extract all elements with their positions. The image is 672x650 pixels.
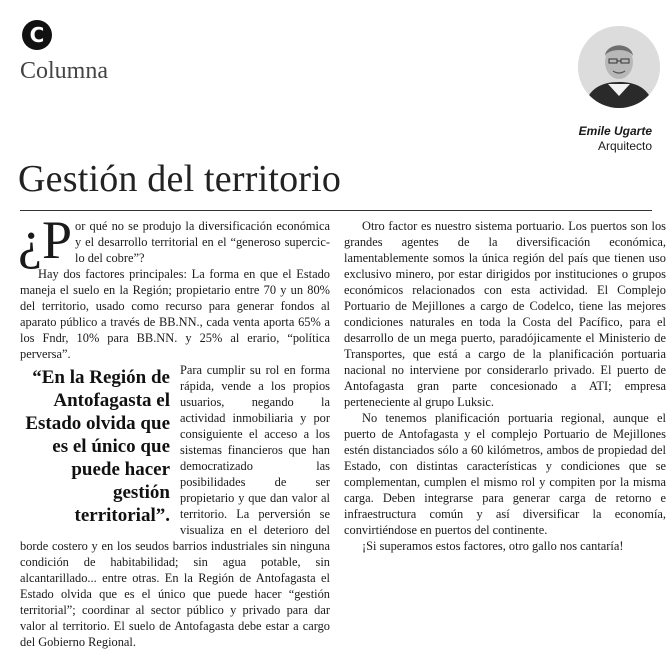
column-badge: C: [22, 20, 52, 50]
title-divider: [20, 210, 652, 211]
author-name: Emile Ugarte: [578, 124, 652, 138]
portrait-icon: [578, 26, 660, 108]
paragraph-4: ¡Si superamos estos factores, otro gallo nos cantaría!: [362, 539, 624, 553]
author-role: Arquitecto: [597, 139, 652, 153]
pull-quote: “En la Región de Antofagasta el Estado olvida que es el único que puede hacer gestión territorial”.: [25, 367, 170, 526]
paragraph-1-continued: Para cumplir su rol en forma rápida, vende a los propios usuarios, negando la actividad inmobiliaria y por consiguiente el acceso a los sistemas financieros que han democratizado las posibilidades de ser propietario y que dan valor al territorio. La perversión se visualiza en el deterioro del borde costero y en los seudos barrios industriales sin ninguna condición de habitabilidad; sin agua potable, sin alcantarillado... entre otras. En la Región de Antofagasta el Estado olvida que es el único que puede hacer “gestión territorial”; coordinar al sector público y privado para dar valor al territorio. El suelo de Antofagasta debe estar a cargo del Gobierno Regional.: [20, 363, 330, 649]
article-title: Gestión del territorio: [18, 158, 342, 200]
paragraph-1: Hay dos factores principales: La forma en que el Estado maneja el suelo en la Región; propietario entre 70 y un 80% del territorio, usado como recurso para generar fondos al aparato público a través de BB.NN., cada venta aporta 65% a los Fndr, 10% para BB.NN. y 25% al erario, “política perversa”.: [20, 267, 330, 361]
paragraph-2: Otro factor es nuestro sistema portuario. Los puertos son los grandes agentes de la diversificación económica, lamentablemente somos la única región del país que tienen uso exclusivo minero, por estar dirigidos por instituciones o grupos económicos relacionados con esta actividad. El Complejo Portuario de Mejillones a cargo de Codelco, tiene las mejores condiciones naturales en toda la Costa del Pacífico, para el desarrollo de un mega puerto, paradójicamente el Ministerio de Transportes, que está a cargo de la planificación portuaria nacional no interviene por considerarlo privado. El puerto de Antofagasta gran parte concesionado a ATI; empresa perteneciente al grupo Luksic.: [344, 219, 666, 409]
author-avatar: [578, 26, 660, 108]
paragraph-3: No tenemos planificación portuaria regional, aunque el puerto de Antofagasta y el complejo Portuario de Mejillones estén distanciados sólo a 60 kilómetros, ambos de propiedad del Estado, con distintas características y condiciones que se complementan, cumplen el mismo rol y compiten por la misma carga. Deben integrarse para generar carga de retorno e infraestructura común y así diversificar la economía, convirtiéndose en puertos del continente.: [344, 411, 666, 537]
author-block: [579, 124, 652, 154]
section-label: Columna: [20, 58, 108, 84]
article-lead: [18, 210, 330, 270]
article-column-right: [344, 218, 666, 554]
lead-text: or qué no se produjo la diversificación económica y el desarrollo territorial en el “generoso supercic-lo del cobre”?: [75, 219, 330, 265]
article-column-left: [18, 210, 330, 650]
drop-mark: ¿P: [18, 210, 72, 270]
